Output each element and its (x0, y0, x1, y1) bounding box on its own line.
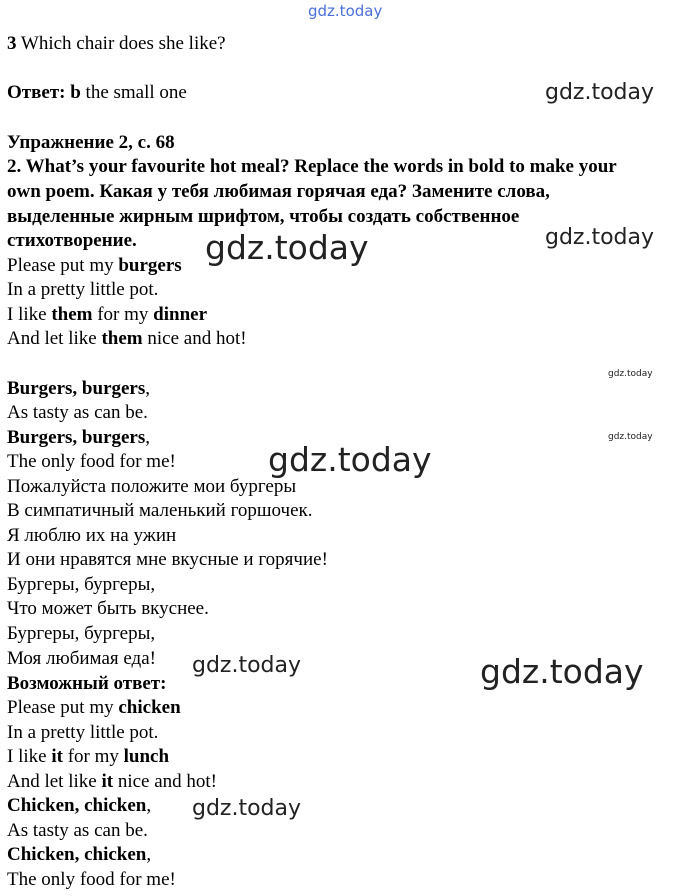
watermark: gdz.today (192, 796, 302, 821)
exercise-heading: Упражнение 2, с. 68 (7, 132, 175, 153)
text: for my (92, 304, 154, 325)
answer-letter: b (70, 82, 81, 103)
question-3 (7, 32, 226, 56)
bold-word: Burgers, burgers (7, 427, 146, 448)
bold-word: dinner (153, 304, 208, 325)
text: nice and hot! (142, 328, 247, 349)
poem-line (7, 303, 207, 327)
translation-line: Я люблю их на ужин (7, 525, 177, 546)
translation-line: Бургеры, бургеры, (7, 574, 156, 595)
poem-line: Burgers, burgers, (7, 427, 151, 448)
poem-line: Burgers, burgers, (7, 378, 151, 399)
poem-line: As tasty as can be. (7, 402, 148, 423)
text: I like (7, 746, 52, 767)
task-line: выделенные жирным шрифтом, чтобы создать собственное (7, 206, 520, 227)
task-line: own poem. Какая у тебя любимая горячая еда? Замените слова, (7, 181, 550, 202)
text: for my (62, 746, 124, 767)
text: Please put my (7, 255, 119, 276)
translation-line: Бургеры, бургеры, (7, 623, 156, 644)
bold-word: them (51, 304, 93, 325)
text: And let like (7, 771, 102, 792)
poem-line (7, 696, 181, 720)
possible-answer-label: Возможный ответ: (7, 673, 167, 694)
watermark: gdz.today (545, 80, 655, 105)
poem-line: Chicken, chicken, (7, 844, 152, 865)
text: Please put my (7, 697, 119, 718)
watermark: gdz.today (608, 369, 653, 379)
watermark: gdz.today (480, 652, 644, 691)
bold-word: it (101, 771, 114, 792)
answer-line (7, 81, 187, 105)
translation-line: В симпатичный маленький горшочек. (7, 500, 313, 521)
translation-line: Пожалуйста положите мои бургеры (7, 476, 297, 497)
bold-word: Chicken, chicken (7, 844, 147, 865)
bold-word: Chicken, chicken (7, 795, 147, 816)
bold-word: burgers (118, 255, 182, 276)
answer-text: the small one (80, 82, 187, 103)
text: nice and hot! (113, 771, 217, 792)
translation-line: И они нравятся мне вкусные и горячие! (7, 549, 328, 570)
text: And let like (7, 328, 102, 349)
watermark: gdz.today (205, 228, 369, 267)
poem-line: As tasty as can be. (7, 820, 148, 841)
answer-label: Ответ: (7, 82, 66, 103)
bold-word: lunch (123, 746, 170, 767)
poem-line: In a pretty little pot. (7, 279, 159, 300)
bold-word: them (101, 328, 143, 349)
text: I like (7, 304, 52, 325)
question-number: 3 (7, 33, 17, 54)
question-text: Which chair does she like? (16, 33, 226, 54)
watermark: gdz.today (268, 440, 432, 479)
watermark: gdz.today (545, 225, 655, 250)
poem-line (7, 254, 182, 278)
translation-line: Моя любимая еда! (7, 648, 156, 669)
poem-line: Chicken, chicken, (7, 795, 152, 816)
task-line: 2. What’s your favourite hot meal? Replace the words in bold to make your (7, 156, 617, 177)
bold-word: chicken (118, 697, 181, 718)
bold-word: Burgers, burgers (7, 378, 146, 399)
poem-line (7, 770, 217, 794)
poem-line: In a pretty little pot. (7, 722, 159, 743)
watermark-top: gdz.today (308, 2, 383, 20)
translation-line: Что может быть вкуснее. (7, 598, 209, 619)
poem-line: The only food for me! (7, 869, 176, 890)
task-line: стихотворение. (7, 230, 137, 251)
bold-word: it (51, 746, 63, 767)
poem-line (7, 327, 247, 351)
watermark: gdz.today (608, 432, 653, 442)
watermark: gdz.today (192, 653, 302, 678)
poem-line (7, 745, 169, 769)
poem-line: The only food for me! (7, 451, 176, 472)
